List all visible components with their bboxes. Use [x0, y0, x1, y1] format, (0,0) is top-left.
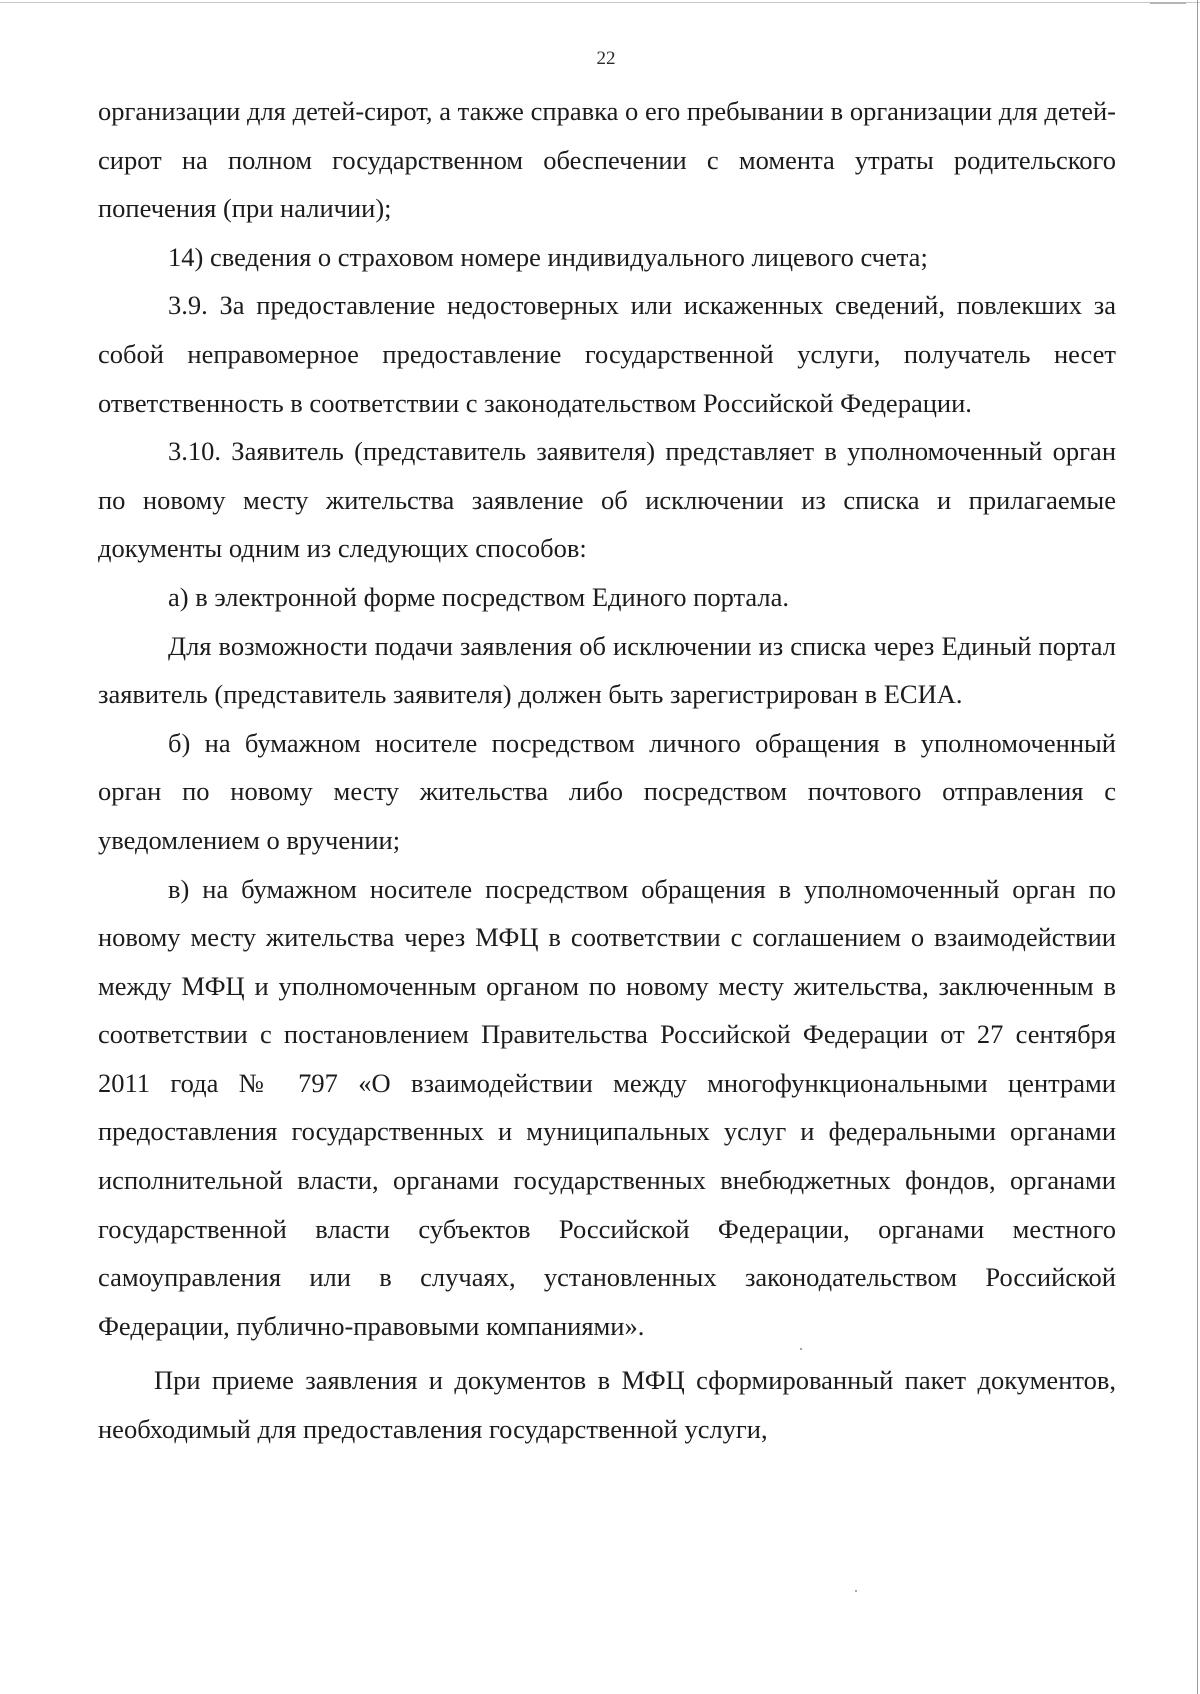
document-body	[98, 87, 1116, 1454]
paragraph-item-v: в) на бумажном носителе посредством обращения в уполномоченный орган по новому месту жительства через МФЦ в соответствии с соглашением о взаимодействии между МФЦ и уполномоченным органом по новому месту жительства, заключенным в соответствии с постановлением Правительства Российской Федерации от 27 сентября 2011 года № 797 «О взаимодействии между многофункциональными центрами предоставления государственных и муниципальных услуг и федеральными органами исполнительной власти, органами государственных внебюджетных фондов, органами государственной власти субъектов Российской Федерации, органами местного самоуправления или в случаях, установленных законодательством Российской Федерации, публично-правовыми компаниями».	[98, 873, 1116, 1341]
paragraph-esia-registration: Для возможности подачи заявления об исключении из списка через Единый портал заявитель (представитель заявителя) должен быть зарегистрирован в ЕСИА.	[98, 630, 1116, 710]
paragraph-item-14: 14) сведения о страховом номере индивидуального лицевого счета;	[168, 241, 928, 272]
page-number: 22	[596, 48, 616, 69]
paragraph-mfc-reception: При приеме заявления и документов в МФЦ сформированный пакет документов, необходимый для предоставления государственной услуги,	[98, 1365, 1116, 1445]
scan-edge-right	[1197, 0, 1198, 1694]
scan-edge-top	[0, 2, 1200, 3]
scan-speck	[800, 1348, 802, 1350]
paragraph-item-b: б) на бумажном носителе посредством личного обращения в уполномоченный орган по новому месту жительства либо посредством почтового отправления с уведомлением о вручении;	[98, 727, 1116, 855]
paragraph-3-10: 3.10. Заявитель (представитель заявителя) представляет в уполномоченный орган по новому месту жительства заявление об исключении из списка и прилагаемые документы одним из следующих способов:	[98, 436, 1116, 564]
scan-speck	[855, 1590, 857, 1592]
paragraph-item-a: а) в электронной форме посредством Единого портала.	[168, 581, 790, 612]
scan-mark	[1150, 2, 1186, 4]
paragraph-orphan-documents: организации для детей-сирот, а также справка о его пребывании в организации для детей-сирот на полном государственном обеспечении с момента утраты родительского попечения (при наличии);	[98, 96, 1116, 224]
paragraph-3-9: 3.9. За предоставление недостоверных или искаженных сведений, повлекших за собой неправомерное предоставление государственной услуги, получатель несет ответственность в соответствии с законодательством Российской Федерации.	[98, 290, 1116, 418]
